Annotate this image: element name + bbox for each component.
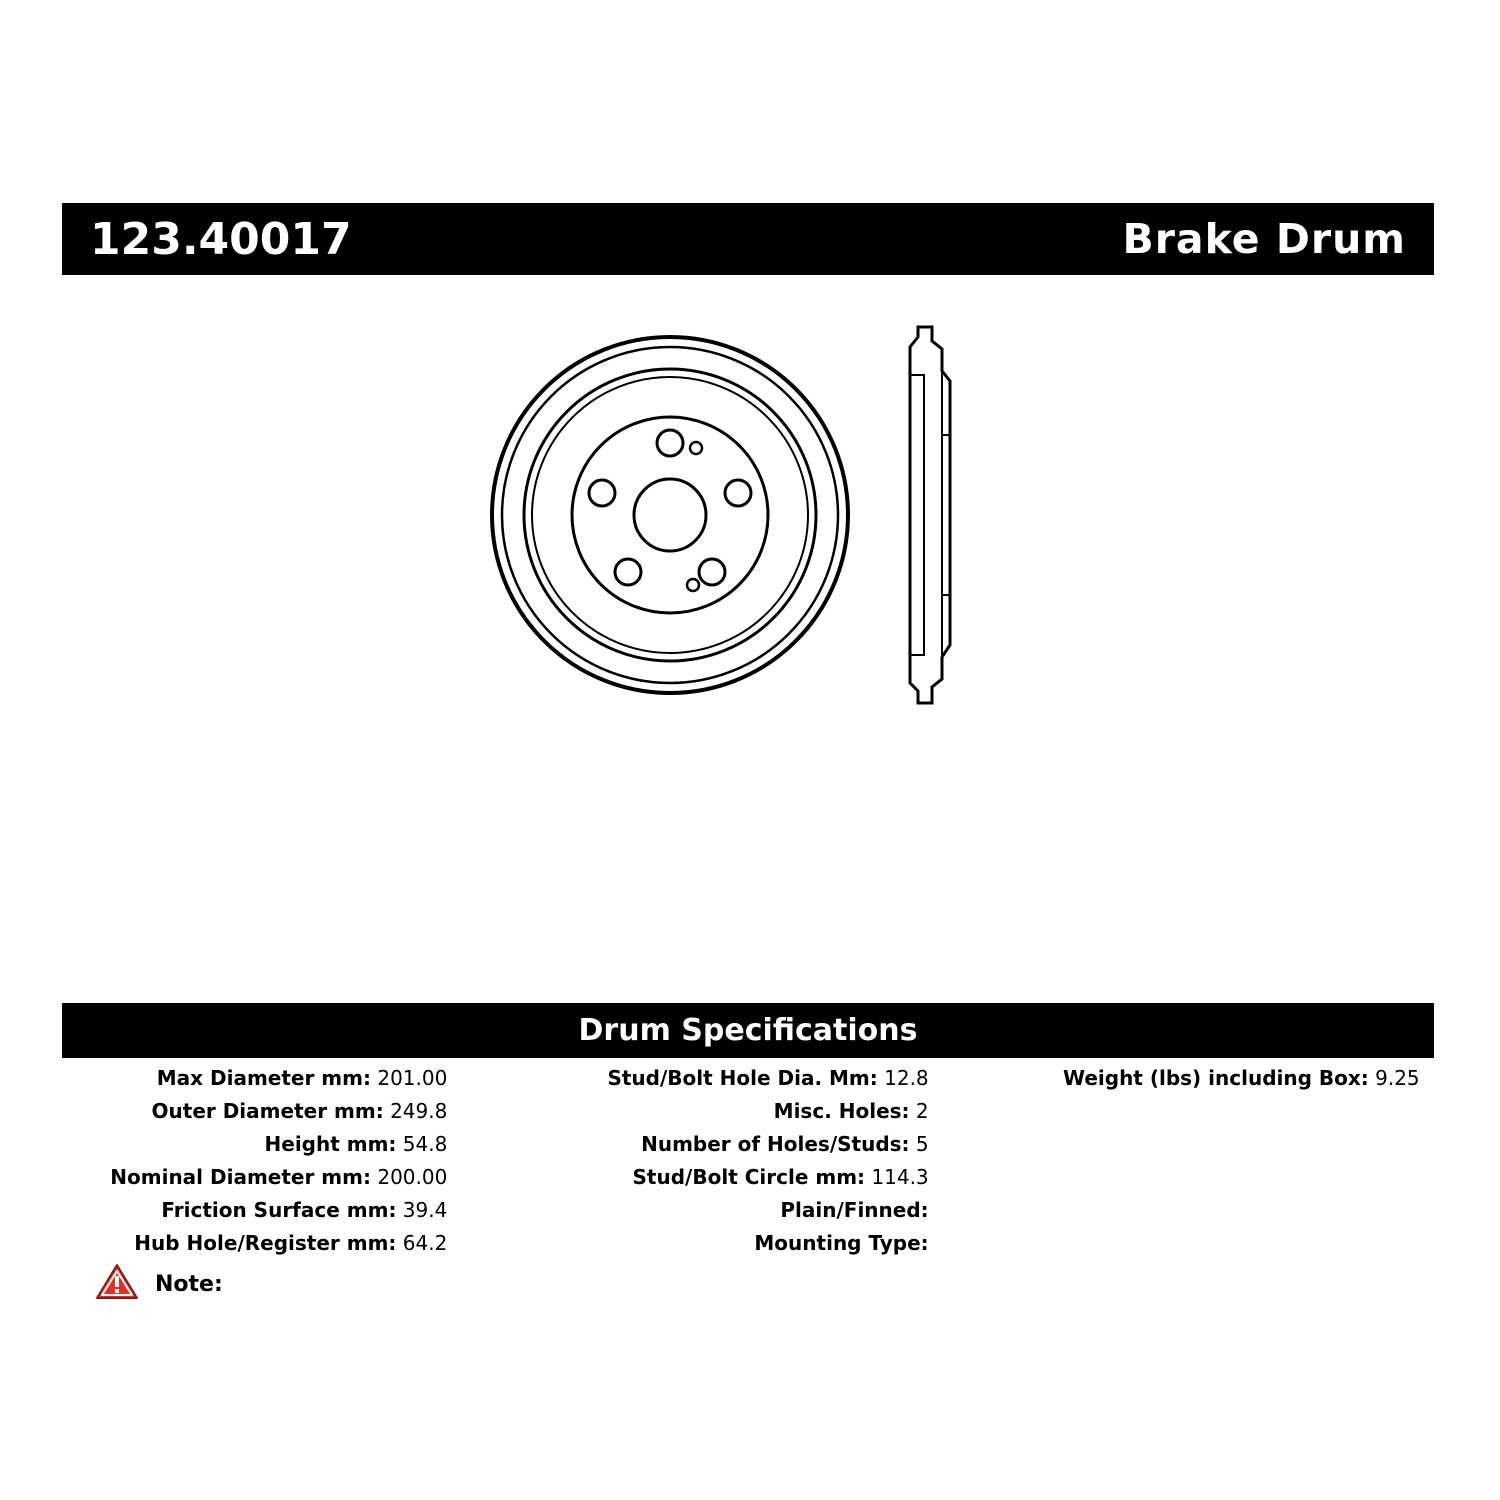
spec-label: Hub Hole/Register mm: bbox=[134, 1231, 397, 1255]
spec-label: Stud/Bolt Hole Dia. Mm: bbox=[607, 1066, 878, 1090]
spec-label: Plain/Finned: bbox=[780, 1198, 929, 1222]
spec-row bbox=[62, 1062, 447, 1095]
spec-row bbox=[62, 1128, 447, 1161]
warning-triangle-icon bbox=[95, 1262, 139, 1306]
spec-label: Friction Surface mm: bbox=[161, 1198, 397, 1222]
spec-column-3 bbox=[1049, 1062, 1434, 1095]
note-row bbox=[95, 1262, 239, 1306]
spec-value: 201.00 bbox=[377, 1066, 448, 1090]
spec-value: 5 bbox=[915, 1132, 929, 1156]
spec-column-2 bbox=[543, 1062, 1048, 1260]
part-number: 123.40017 bbox=[90, 213, 352, 265]
product-header-bar bbox=[62, 203, 1434, 275]
spec-value: 114.3 bbox=[871, 1165, 929, 1189]
spec-label: Max Diameter mm: bbox=[156, 1066, 371, 1090]
spec-value: 64.2 bbox=[402, 1231, 448, 1255]
spec-value: 9.25 bbox=[1375, 1066, 1420, 1090]
spec-row bbox=[62, 1161, 447, 1194]
spec-value: 2 bbox=[915, 1099, 929, 1123]
spec-row bbox=[543, 1062, 928, 1095]
spec-label: Weight (lbs) including Box: bbox=[1062, 1066, 1369, 1090]
spec-section-title: Drum Specifications bbox=[578, 1013, 918, 1048]
spec-label: Number of Holes/Studs: bbox=[641, 1132, 910, 1156]
brake-drum-side-section-view bbox=[910, 327, 950, 703]
spec-value: 54.8 bbox=[402, 1132, 448, 1156]
spec-row bbox=[62, 1194, 447, 1227]
spec-label: Stud/Bolt Circle mm: bbox=[632, 1165, 866, 1189]
product-title: Brake Drum bbox=[1122, 215, 1406, 263]
spec-value: 39.4 bbox=[402, 1198, 448, 1222]
spec-row bbox=[62, 1095, 447, 1128]
spec-label: Outer Diameter mm: bbox=[151, 1099, 384, 1123]
spec-value: 12.8 bbox=[884, 1066, 929, 1090]
spec-value: 249.8 bbox=[390, 1099, 448, 1123]
spec-value: 200.00 bbox=[377, 1165, 448, 1189]
spec-label: Height mm: bbox=[264, 1132, 397, 1156]
spec-row bbox=[62, 1227, 447, 1260]
spec-row bbox=[543, 1227, 928, 1260]
note-label: Note: bbox=[155, 1271, 223, 1297]
brake-drum-front-view bbox=[492, 337, 848, 693]
spec-label: Mounting Type: bbox=[754, 1231, 929, 1255]
spec-table bbox=[62, 1062, 1434, 1260]
spec-header-bar bbox=[62, 1003, 1434, 1058]
spec-row bbox=[543, 1194, 928, 1227]
spec-column-1 bbox=[62, 1062, 543, 1260]
spec-row bbox=[543, 1128, 928, 1161]
spec-label: Misc. Holes: bbox=[773, 1099, 910, 1123]
spec-row bbox=[1049, 1062, 1434, 1095]
spec-row bbox=[543, 1095, 928, 1128]
spec-row bbox=[543, 1161, 928, 1194]
product-illustration bbox=[480, 315, 1040, 715]
spec-label: Nominal Diameter mm: bbox=[110, 1165, 371, 1189]
